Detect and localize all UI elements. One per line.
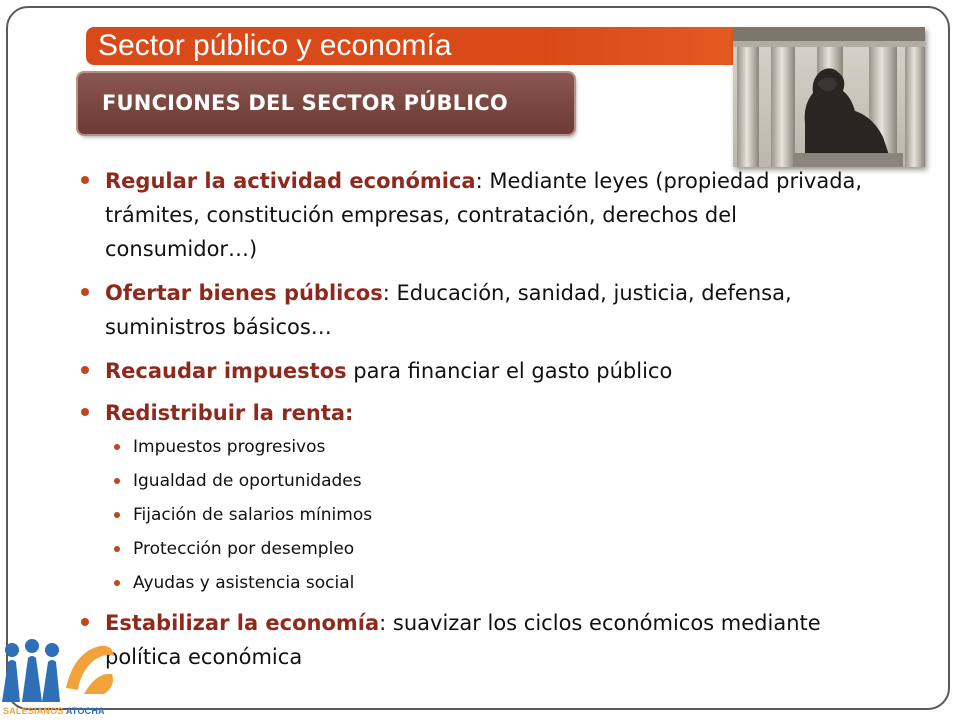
slide-title: Sector público y economía	[98, 29, 452, 62]
sub-bullet-icon	[114, 512, 120, 518]
sub-list-item	[108, 498, 878, 532]
sub-bullet-icon	[114, 546, 120, 552]
bullet-text: : Mediante leyes (propiedad privada, trámites, constitución empresas, contratación, derechos del consumidor…)	[105, 169, 863, 261]
sub-list-item	[108, 532, 878, 566]
content-list	[78, 164, 878, 674]
sub-bullet-icon	[114, 444, 120, 450]
lion-statue-photo	[733, 27, 925, 167]
sub-list-item	[108, 464, 878, 498]
bullet-keyword: Redistribuir la renta:	[105, 401, 354, 425]
bullet-text: : Educación, sanidad, justicia, defensa, suministros básicos…	[105, 281, 792, 339]
sub-item-text: Fijación de salarios mínimos	[133, 505, 373, 525]
list-item	[78, 396, 878, 430]
bullet-icon	[81, 618, 89, 626]
bullet-keyword: Ofertar bienes públicos	[105, 281, 383, 305]
sub-bullet-icon	[114, 478, 120, 484]
logo-text-a: SALESIANOS	[3, 706, 64, 716]
list-item	[78, 606, 878, 674]
sub-item-text: Protección por desempleo	[133, 539, 355, 559]
logo-text-b: ATOCHA	[65, 706, 105, 716]
sub-item-text: Igualdad de oportunidades	[133, 471, 362, 491]
bullet-keyword: Regular la actividad económica	[105, 169, 476, 193]
bullet-icon	[81, 408, 89, 416]
list-item	[78, 276, 878, 344]
logo-caption	[3, 706, 105, 716]
sub-item-text: Ayudas y asistencia social	[133, 573, 355, 593]
list-item	[78, 354, 878, 388]
sub-list-item	[108, 430, 878, 464]
slide-subtitle: FUNCIONES DEL SECTOR PÚBLICO	[102, 91, 508, 115]
bullet-icon	[81, 366, 89, 374]
bullet-icon	[81, 176, 89, 184]
bullet-text: para financiar el gasto público	[346, 359, 673, 383]
bullet-keyword: Recaudar impuestos	[105, 359, 347, 383]
bullet-icon	[81, 288, 89, 296]
list-item	[78, 164, 878, 266]
sub-item-text: Impuestos progresivos	[133, 437, 326, 457]
bullet-keyword: Estabilizar la economía	[105, 611, 380, 635]
bullet-text: : suavizar los ciclos económicos mediante política económica	[105, 611, 821, 669]
sub-list-item	[108, 566, 878, 600]
sub-bullet-icon	[114, 580, 120, 586]
sub-list	[108, 430, 878, 600]
